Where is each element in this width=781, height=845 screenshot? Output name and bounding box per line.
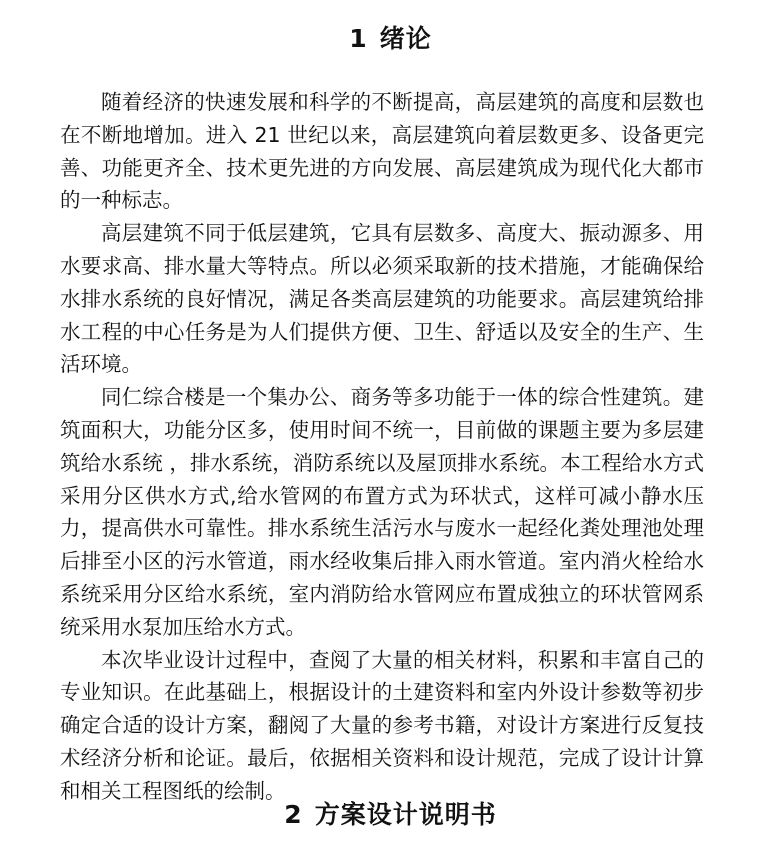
chapter-body [60,86,704,808]
chapter-heading-2 [0,798,781,832]
paragraph: 同仁综合楼是一个集办公、商务等多功能于一体的综合性建筑。建筑面积大，功能分区多，使用时间不统一，目前做的课题主要为多层建筑给水系统 ，排水系统，消防系统以及屋顶排水系统。本工程给水方式采用分区供水方式,给水管网的布置方式为环状式，这样可减小静水压力，提高供水可靠性。排水系统生活污水与废水一起经化粪处理池处理后排至小区的污水管道，雨水经收集后排入雨水管道。室内消火栓给水系统采用分区给水系统，室内消防给水管网应布置成独立的环状管网系统采用水泵加压给水方式。 [60,385,704,639]
chapter-number: 1 [349,24,368,53]
chapter-number: 2 [284,800,303,829]
chapter-title: 绪论 [379,24,432,53]
paragraph: 本次毕业设计过程中，查阅了大量的相关材料，积累和丰富自己的专业知识。在此基础上，根据设计的土建资料和室内外设计参数等初步确定合适的设计方案，翻阅了大量的参考书籍，对设计方案进行反复技术经济分析和论证。最后，依据相关资料和设计规范，完成了设计计算和相关工程图纸的绘制。 [60,647,704,803]
paragraph: 高层建筑不同于低层建筑，它具有层数多、高度大、振动源多、用水要求高、排水量大等特点。所以必须采取新的技术措施，才能确保给水排水系统的良好情况，满足各类高层建筑的功能要求。高层建筑给排水工程的中心任务是为人们提供方便、卫生、舒适以及安全的生产、生活环境。 [60,221,704,377]
chapter-title: 方案设计说明书 [314,800,497,829]
paragraph: 随着经济的快速发展和科学的不断提高，高层建筑的高度和层数也在不断地增加。进入 21 世纪以来，高层建筑向着层数更多、设备更完善、功能更齐全、技术更先进的方向发展、高层建筑成为现代化大都市的一种标志。 [60,90,704,213]
chapter-heading-1 [0,22,781,56]
